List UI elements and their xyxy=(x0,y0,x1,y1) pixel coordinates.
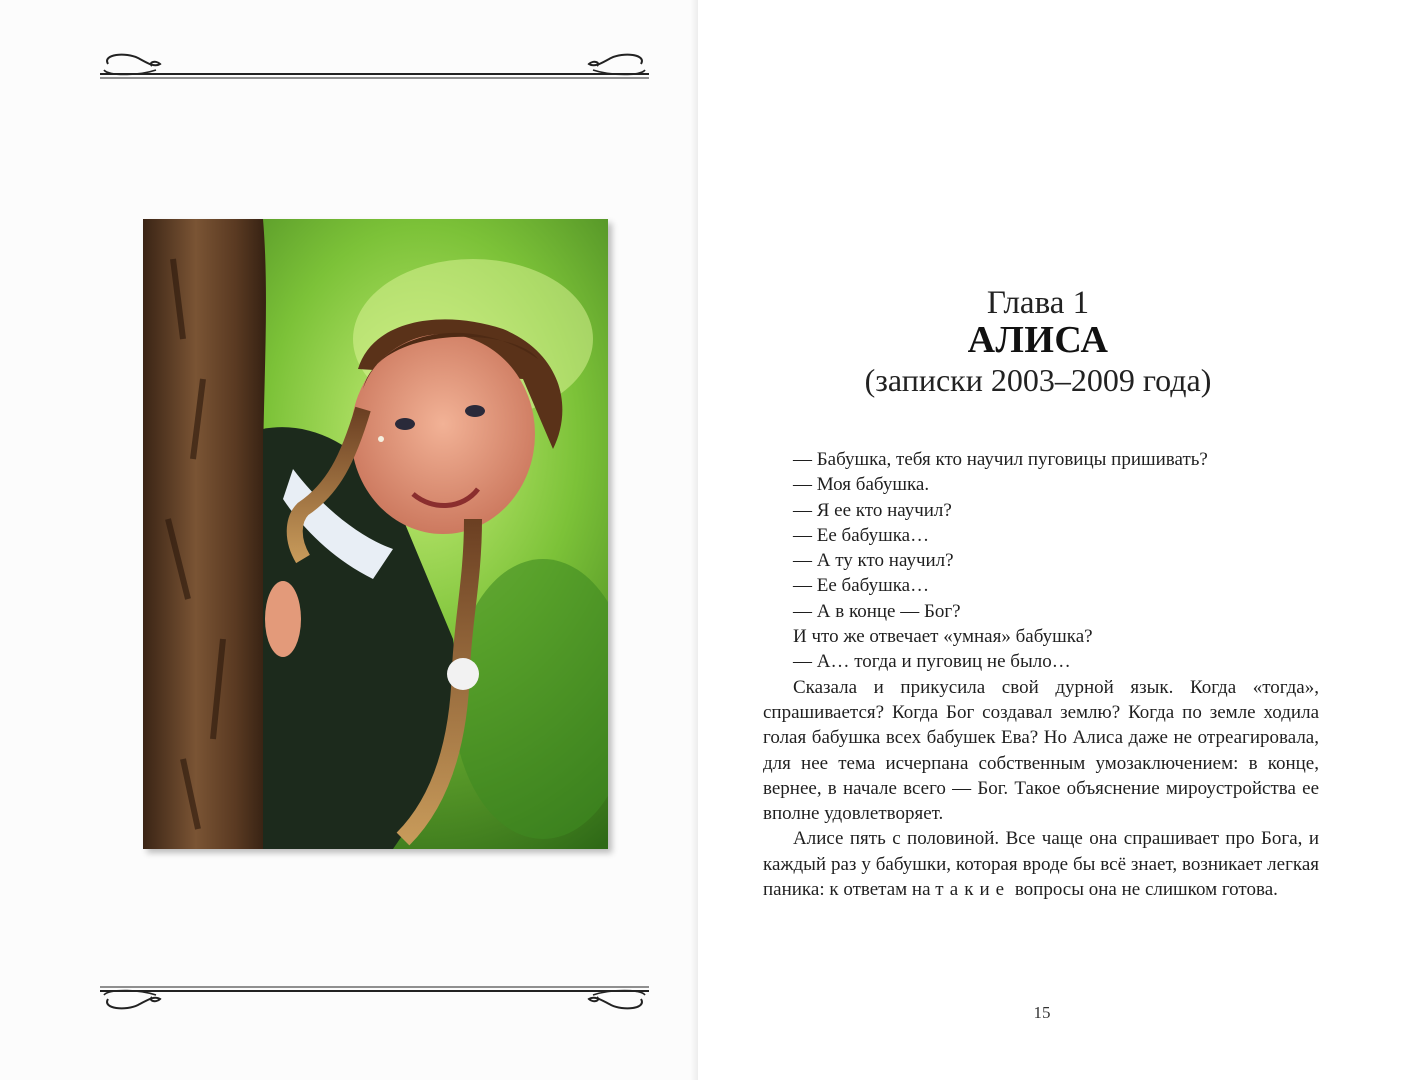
dialogue-line: — Моя бабушка. xyxy=(793,474,930,496)
photo-illustration xyxy=(143,219,608,849)
bottom-ornament xyxy=(98,983,651,1013)
girl-peeking-behind-tree-photo xyxy=(143,219,608,849)
body-paragraph: Сказала и прикусила свой дурной язык. Когда «тогда», спрашивается? Когда Бог создавал землю? Когда по земле ходила голая бабушка всех бабушек Ева? Но Алиса даже не отреагировала, для нее тема исчерпана собственным умозаключением: в конце, вернее, в начале всего — Бог. Такое объяснение мироустройства ее вполне удовлетворяет. xyxy=(763,676,1319,825)
emphasized-word: такие xyxy=(935,879,1011,901)
left-page xyxy=(0,0,698,1080)
dialogue-line: — Я ее кто научил? xyxy=(793,499,952,521)
dialogue-line: — Бабушка, тебя кто научил пуговицы пришивать? xyxy=(793,449,1208,470)
dialogue-line: — Ее бабушка… xyxy=(793,524,930,546)
body-paragraph xyxy=(763,826,1319,902)
dialogue-line: — А… тогда и пуговиц не было… xyxy=(793,651,1071,673)
narration-line: И что же отвечает «умная» бабушка? xyxy=(793,626,1093,648)
dialogue-line: — А в конце — Бог? xyxy=(793,600,961,622)
dialogue-line: — А ту кто научил? xyxy=(793,550,954,572)
top-ornament xyxy=(98,50,651,80)
page-number: 15 xyxy=(1033,1003,1051,1022)
paragraph-text-part: вопросы она не слишком готова. xyxy=(1010,879,1278,901)
chapter-subtitle: (записки 2003–2009 года) xyxy=(864,362,1212,398)
chapter-body-text xyxy=(763,447,1319,902)
paragraph-text-part: Алисе пять с половиной. Все чаще она спрашивает про Бога, и каждый раз у бабушки, которая вроде бы всё знает, возникает легкая паника: к ответам на xyxy=(763,828,1319,901)
chapter-label: Глава 1 xyxy=(986,285,1090,321)
chapter-title: АЛИСА xyxy=(967,319,1109,361)
dialogue-line: — Ее бабушка… xyxy=(793,575,930,597)
